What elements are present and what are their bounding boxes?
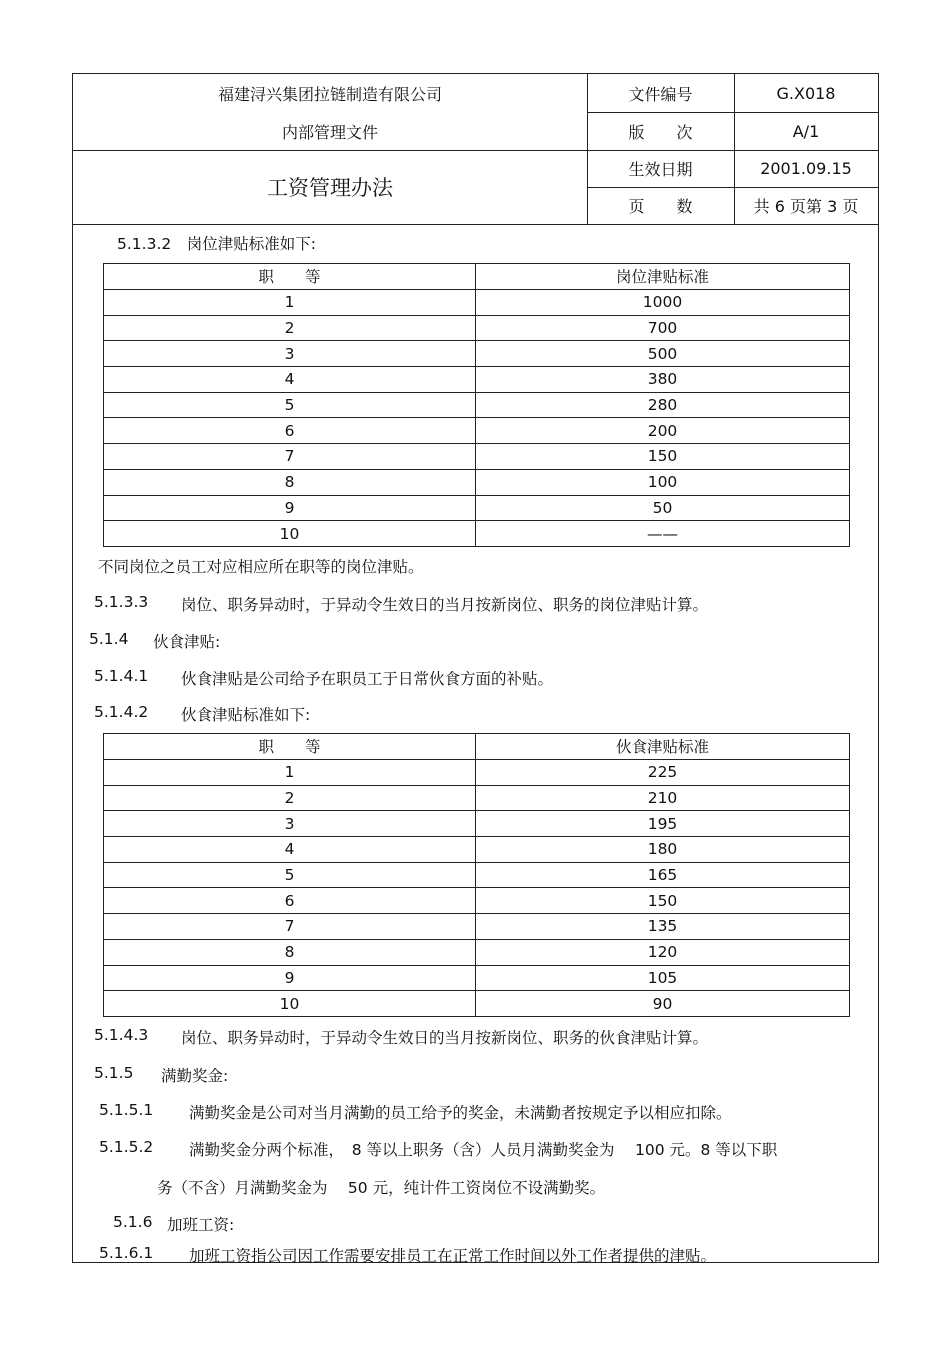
amount-cell: 100 [476,469,850,495]
clause-number: 5.1.6 [113,1213,153,1231]
version-label: 版 次 [628,122,693,142]
clause-number: 5.1.6.1 [99,1244,154,1262]
position-allowance-table [103,263,850,547]
clause-text: 满勤奖金: [161,1067,229,1085]
amount-cell: 210 [476,785,850,811]
amount-cell: 150 [476,444,850,470]
clause-number: 5.1.4 [89,630,129,648]
document-type: 内部管理文件 [281,122,378,142]
clause-number: 5.1.4.1 [94,667,149,685]
grade-cell: 10 [104,521,476,547]
table-row [104,811,850,837]
clause-text: 岗位、职务异动时，于异动令生效日的当月按新岗位、职务的岗位津贴计算。 [181,596,709,614]
clause-number: 5.1.5 [94,1064,134,1082]
grade-cell: 3 [104,811,476,837]
amount-cell: 280 [476,392,850,418]
grade-cell: 6 [104,888,476,914]
grade-cell: 9 [104,965,476,991]
column-header: 职 等 [104,734,476,760]
clause-text: 伙食津贴: [153,633,221,651]
amount-cell: 180 [476,837,850,863]
grade-cell: 5 [104,862,476,888]
version-value: A/1 [792,121,820,141]
table-row [104,760,850,786]
clause-text: 满勤奖金是公司对当月满勤的员工给予的奖金，未满勤者按规定予以相应扣除。 [189,1104,732,1122]
column-header: 职 等 [104,264,476,290]
meal-allowance-table [103,733,850,1017]
amount-cell: 90 [476,991,850,1017]
amount-cell: 380 [476,367,850,393]
amount-cell: 150 [476,888,850,914]
grade-cell: 7 [104,444,476,470]
company-name: 福建浔兴集团拉链制造有限公司 [217,84,442,104]
clause-text: 伙食津贴标准如下: [181,706,311,724]
amount-cell: 105 [476,965,850,991]
clause-text: 加班工资: [167,1216,235,1234]
table-row [104,392,850,418]
file-number-value: G.X018 [776,83,836,103]
clause-number: 5.1.5.1 [99,1101,154,1119]
document-frame [72,73,879,1263]
clause-text-continued: 务（不含）月满勤奖金为 50 元，纯计件工资岗位不设满勤奖。 [157,1179,606,1197]
grade-cell: 3 [104,341,476,367]
section-heading-position-allowance: 5.1.3.2 岗位津贴标准如下: [117,235,316,253]
effective-date-label: 生效日期 [628,160,693,179]
clause-text: 岗位、职务异动时，于异动令生效日的当月按新岗位、职务的伙食津贴计算。 [181,1029,709,1047]
table-row [104,495,850,521]
clause-text: 加班工资指公司因工作需要安排员工在正常工作时间以外工作者提供的津贴。 [189,1247,717,1265]
clause-text: 满勤奖金分两个标准， 8 等以上职务（含）人员月满勤奖金为 100 元。8 等以下职 [189,1141,778,1159]
column-header: 伙食津贴标准 [476,734,850,760]
amount-cell: 200 [476,418,850,444]
grade-cell: 6 [104,418,476,444]
table-row [104,914,850,940]
page-count-value: 共 6 页第 3 页 [753,197,859,216]
position-allowance-note: 不同岗位之员工对应相应所在职等的岗位津贴。 [98,558,424,576]
clause-number: 5.1.3.3 [94,593,149,611]
table-header-row [104,264,850,290]
table-row [104,418,850,444]
grade-cell: 4 [104,367,476,393]
grade-cell: 2 [104,315,476,341]
amount-cell: 135 [476,914,850,940]
table-row [104,444,850,470]
table-row [104,290,850,316]
amount-cell: 500 [476,341,850,367]
clause-number: 5.1.5.2 [99,1138,154,1156]
table-row [104,837,850,863]
amount-cell: 120 [476,939,850,965]
grade-cell: 1 [104,760,476,786]
document-header [73,74,878,225]
grade-cell: 5 [104,392,476,418]
amount-cell: 700 [476,315,850,341]
clause-number: 5.1.4.3 [94,1026,149,1044]
table-row [104,521,850,547]
grade-cell: 8 [104,939,476,965]
document-title: 工资管理办法 [267,176,393,200]
table-row [104,991,850,1017]
clause-number: 5.1.4.2 [94,703,149,721]
amount-cell: 195 [476,811,850,837]
table-row [104,939,850,965]
grade-cell: 8 [104,469,476,495]
table-header-row [104,734,850,760]
file-number-label: 文件编号 [628,84,693,104]
amount-cell: 50 [476,495,850,521]
grade-cell: 4 [104,837,476,863]
effective-date-value: 2001.09.15 [760,159,852,178]
grade-cell: 9 [104,495,476,521]
clause-text: 伙食津贴是公司给予在职员工于日常伙食方面的补贴。 [181,670,554,688]
table-row [104,367,850,393]
grade-cell: 2 [104,785,476,811]
table-row [104,469,850,495]
table-row [104,341,850,367]
table-row [104,315,850,341]
grade-cell: 1 [104,290,476,316]
page-count-label: 页 数 [628,197,693,216]
table-row [104,888,850,914]
column-header: 岗位津贴标准 [476,264,850,290]
amount-cell: —— [476,521,850,547]
table-row [104,965,850,991]
amount-cell: 1000 [476,290,850,316]
table-row [104,785,850,811]
grade-cell: 10 [104,991,476,1017]
grade-cell: 7 [104,914,476,940]
table-row [104,862,850,888]
amount-cell: 225 [476,760,850,786]
amount-cell: 165 [476,862,850,888]
